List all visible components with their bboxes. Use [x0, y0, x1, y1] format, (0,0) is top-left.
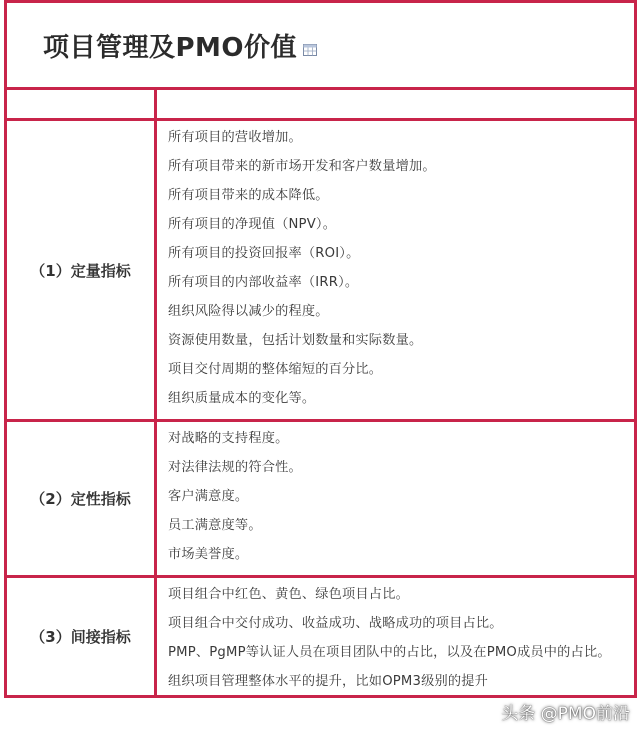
- empty-row: [6, 89, 636, 120]
- list-item: 项目交付周期的整体缩短的百分比。: [168, 362, 383, 377]
- section-row-qualitative: [6, 421, 636, 577]
- pmo-value-table: [4, 0, 637, 698]
- list-item: 所有项目的投资回报率（ROI）。: [168, 246, 360, 261]
- title-cell: [6, 2, 636, 89]
- list-item: 组织项目管理整体水平的提升，比如OPM3级别的提升: [168, 674, 489, 689]
- list-item: 所有项目的营收增加。: [168, 130, 302, 145]
- list-item: 员工满意度等。: [168, 518, 262, 533]
- section-label-indirect: （3）间接指标: [6, 577, 156, 697]
- list-item: 项目组合中交付成功、收益成功、战略成功的项目占比。: [168, 616, 503, 631]
- list-item: 组织风险得以减少的程度。: [168, 304, 329, 319]
- section-label-qualitative: （2）定性指标: [6, 421, 156, 577]
- list-item: 客户满意度。: [168, 489, 249, 504]
- list-item: 所有项目的内部收益率（IRR）。: [168, 275, 359, 290]
- expand-table-icon[interactable]: [303, 41, 317, 53]
- empty-cell-right: [156, 89, 636, 120]
- section-label-quantitative: （1）定量指标: [6, 120, 156, 421]
- list-item: 对战略的支持程度。: [168, 431, 289, 446]
- section-row-indirect: [6, 577, 636, 697]
- list-item: 所有项目的净现值（NPV）。: [168, 217, 337, 232]
- list-item: 所有项目带来的新市场开发和客户数量增加。: [168, 159, 436, 174]
- list-item: 资源使用数量，包括计划数量和实际数量。: [168, 333, 423, 348]
- list-item: 组织质量成本的变化等。: [168, 391, 316, 406]
- page-title: 项目管理及PMO价值: [43, 32, 298, 63]
- watermark: 头条 @PMO前沿: [501, 704, 630, 724]
- section-row-quantitative: [6, 120, 636, 421]
- list-item: 项目组合中红色、黄色、绿色项目占比。: [168, 587, 409, 602]
- section-items-indirect: [156, 577, 636, 697]
- list-item: 所有项目带来的成本降低。: [168, 188, 329, 203]
- title-row: [6, 2, 636, 89]
- section-items-quantitative: [156, 120, 636, 421]
- list-item: 对法律法规的符合性。: [168, 460, 302, 475]
- empty-cell-left: [6, 89, 156, 120]
- list-item: 市场美誉度。: [168, 547, 249, 562]
- list-item: PMP、PgMP等认证人员在项目团队中的占比，以及在PMO成员中的占比。: [168, 645, 611, 660]
- section-items-qualitative: [156, 421, 636, 577]
